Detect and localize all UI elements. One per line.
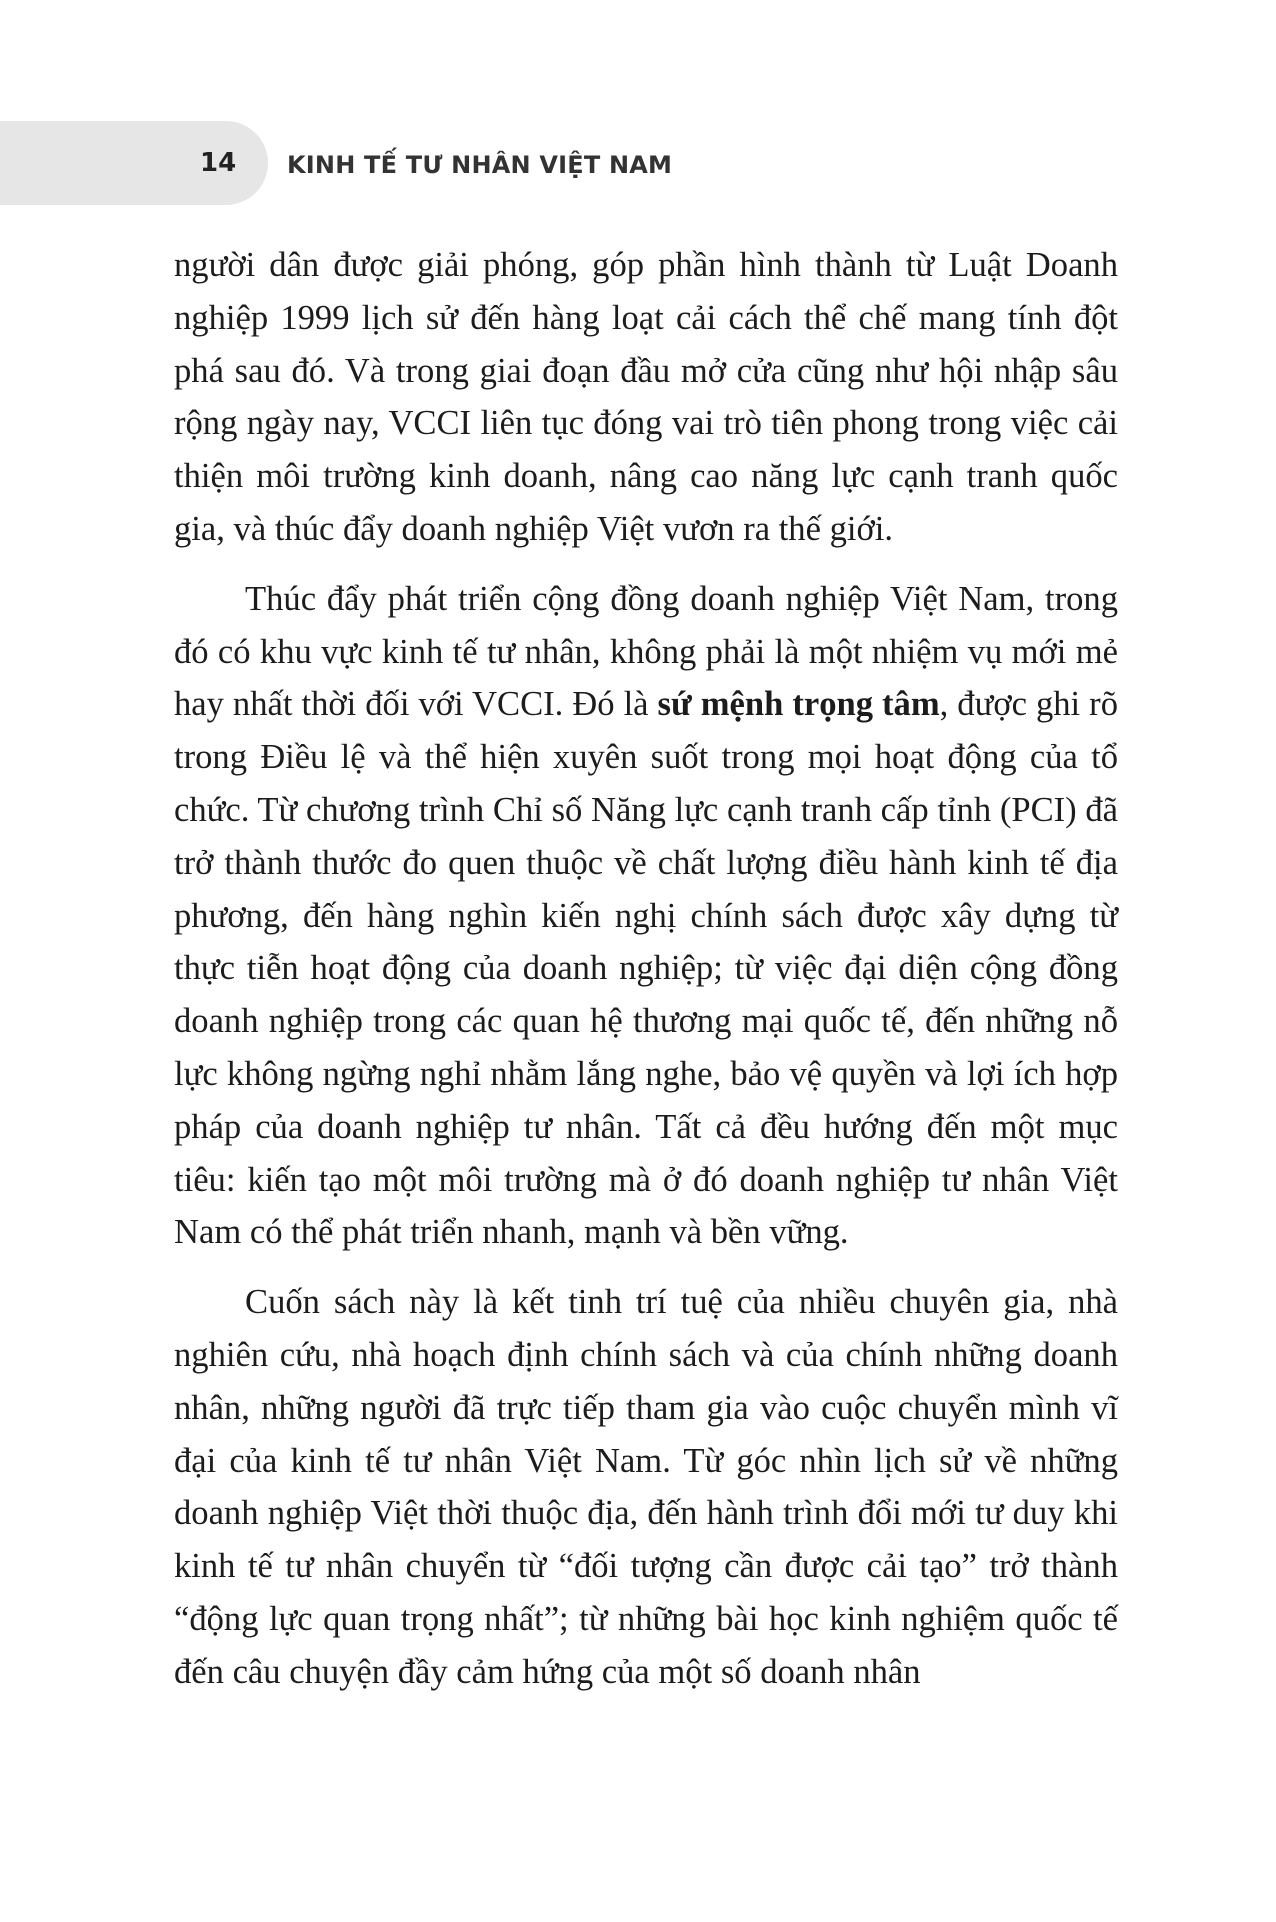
paragraph-3: Cuốn sách này là kết tinh trí tuệ của nhiều chuyên gia, nhà nghiên cứu, nhà hoạch định chính sách và của chính những doanh nhân, những người đã trực tiếp tham gia vào cuộc chuyển mình vĩ đại của kinh tế tư nhân Việt Nam. Từ góc nhìn lịch sử về những doanh nghiệp Việt thời thuộc địa, đến hành trình đổi mới tư duy khi kinh tế tư nhân chuyển từ “đối tượng cần được cải tạo” trở thành “động lực quan trọng nhất”; từ những bài học kinh nghiệm quốc tế đến câu chuyện đầy cảm hứng của một số doanh nhân [174, 1283, 1118, 1691]
paragraph-2-emphasis: sứ mệnh trọng tâm [657, 685, 940, 724]
body-text [174, 239, 1118, 1699]
paragraph-1: người dân được giải phóng, góp phần hình thành từ Luật Doanh nghiệp 1999 lịch sử đến hàng loạt cải cách thể chế mang tính đột phá sau đó. Và trong giai đoạn đầu mở cửa cũng như hội nhập sâu rộng ngày nay, VCCI liên tục đóng vai trò tiên phong trong việc cải thiện môi trường kinh doanh, nâng cao năng lực cạnh tranh quốc gia, và thúc đẩy doanh nghiệp Việt vươn ra thế giới. [174, 246, 1118, 548]
page-number: 14 [200, 148, 237, 178]
paragraph-2 [174, 573, 1118, 1259]
paragraph-2-part-1: Thúc đẩy phát triển cộng đồng doanh nghiệp Việt Nam, trong đó có khu vực kinh tế tư nhân, không phải là một nhiệm vụ mới mẻ hay nhất thời đối với VCCI. Đó là [174, 579, 1118, 724]
paragraph-2-part-2: , được ghi rõ trong Điều lệ và thể hiện xuyên suốt trong mọi hoạt động của tổ chức. Từ chương trình Chỉ số Năng lực cạnh tranh cấp tỉnh (PCI) đã trở thành thước đo quen thuộc về chất lượng điều hành kinh tế địa phương, đến hàng nghìn kiến nghị chính sách được xây dựng từ thực tiễn hoạt động của doanh nghiệp; từ việc đại diện cộng đồng doanh nghiệp trong các quan hệ thương mại quốc tế, đến những nỗ lực không ngừng nghỉ nhằm lắng nghe, bảo vệ quyền và lợi ích hợp pháp của doanh nghiệp tư nhân. Tất cả đều hướng đến một mục tiêu: kiến tạo một môi trường mà ở đó doanh nghiệp tư nhân Việt Nam có thể phát triển nhanh, mạnh và bền vững. [174, 685, 1118, 1252]
running-title: KINH TẾ TƯ NHÂN VIỆT NAM [287, 151, 673, 179]
